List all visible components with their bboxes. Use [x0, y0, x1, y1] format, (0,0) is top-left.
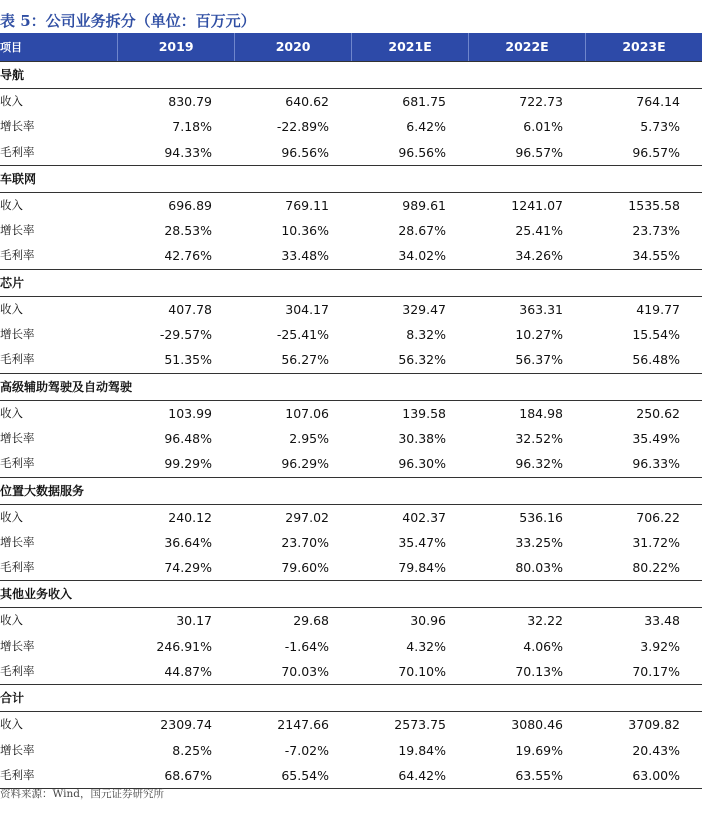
table-cell: 407.78 — [168, 301, 212, 317]
table-row — [0, 712, 702, 737]
table-cell: 94.33% — [164, 144, 212, 160]
table-cell: 96.48% — [164, 430, 212, 446]
table-cell: 297.02 — [285, 509, 329, 525]
table-row — [0, 243, 702, 268]
table-row — [0, 763, 702, 788]
table-cell: 70.17% — [632, 664, 680, 680]
table-cell: 23.73% — [632, 223, 680, 239]
row-label: 收入 — [0, 197, 23, 212]
table-cell: 706.22 — [636, 509, 680, 525]
table-row — [0, 451, 702, 476]
table-cell: -22.89% — [276, 119, 329, 135]
table-cell: 23.70% — [281, 534, 329, 550]
table-row — [0, 401, 702, 426]
table-row — [0, 297, 702, 322]
table-cell: 33.25% — [515, 534, 563, 550]
header-year: 2019 — [117, 33, 234, 61]
table-cell: 4.32% — [406, 638, 446, 654]
table-row — [0, 114, 702, 139]
row-label: 增长率 — [0, 223, 35, 238]
section-title: 导航 — [0, 62, 702, 89]
table-cell: 240.12 — [168, 509, 212, 525]
table-cell: 63.00% — [632, 767, 680, 783]
row-label: 毛利率 — [0, 248, 35, 263]
table-section — [0, 165, 702, 269]
table-section — [0, 684, 702, 788]
table-cell: 56.48% — [632, 352, 680, 368]
table-cell: 31.72% — [632, 534, 680, 550]
table-cell: 96.32% — [515, 456, 563, 472]
table-cell: 99.29% — [164, 456, 212, 472]
table-row — [0, 193, 702, 218]
row-label: 收入 — [0, 613, 23, 628]
table-cell: 96.57% — [632, 144, 680, 160]
table-cell: 70.03% — [281, 664, 329, 680]
table-cell: 3080.46 — [511, 717, 563, 733]
table-cell: 36.64% — [164, 534, 212, 550]
table-cell: 363.31 — [519, 301, 563, 317]
row-label: 增长率 — [0, 327, 35, 342]
table-cell: 30.17 — [176, 613, 212, 629]
row-label: 增长率 — [0, 534, 35, 549]
row-label: 增长率 — [0, 430, 35, 445]
table-cell: 64.42% — [398, 767, 446, 783]
table-cell: 96.56% — [398, 144, 446, 160]
table-section — [0, 477, 702, 581]
table-cell: 8.32% — [406, 327, 446, 343]
table-cell: 10.27% — [515, 327, 563, 343]
table-header — [0, 33, 702, 61]
table-cell: -1.64% — [284, 638, 329, 654]
row-label: 增长率 — [0, 638, 35, 653]
row-label: 毛利率 — [0, 352, 35, 367]
table-cell: 329.47 — [402, 301, 446, 317]
table-cell: 19.69% — [515, 742, 563, 758]
table-cell: 15.54% — [632, 327, 680, 343]
table-row — [0, 738, 702, 763]
table-cell: 246.91% — [156, 638, 212, 654]
business-breakdown-table — [0, 33, 702, 789]
table-cell: 764.14 — [636, 94, 680, 109]
table-row — [0, 322, 702, 347]
table-cell: 25.41% — [515, 223, 563, 239]
header-item-label: 项目 — [0, 41, 22, 54]
table-cell: 139.58 — [402, 405, 446, 421]
table-cell: 304.17 — [285, 301, 329, 317]
row-label: 收入 — [0, 405, 23, 420]
table-cell: 34.55% — [632, 248, 680, 264]
row-label: 毛利率 — [0, 767, 35, 782]
row-label: 收入 — [0, 301, 23, 316]
row-label: 毛利率 — [0, 456, 35, 471]
table-cell: 1241.07 — [511, 197, 563, 213]
table-cell: 34.02% — [398, 248, 446, 264]
section-title: 合计 — [0, 685, 702, 712]
table-cell: 80.22% — [632, 560, 680, 576]
table-row — [0, 505, 702, 530]
header-year: 2020 — [234, 33, 351, 61]
table-cell: 42.76% — [164, 248, 212, 264]
table-row — [0, 89, 702, 114]
table-cell: 30.38% — [398, 430, 446, 446]
table-row — [0, 347, 702, 372]
table-cell: 35.49% — [632, 430, 680, 446]
row-label: 毛利率 — [0, 144, 35, 159]
table-cell: 32.22 — [527, 613, 563, 629]
table-cell: 63.55% — [515, 767, 563, 783]
section-title: 位置大数据服务 — [0, 478, 702, 505]
table-title: 表 5：公司业务拆分（单位：百万元） — [0, 12, 256, 30]
table-cell: 830.79 — [168, 94, 212, 109]
row-label: 毛利率 — [0, 560, 35, 575]
table-cell: 20.43% — [632, 742, 680, 758]
table-cell: 96.30% — [398, 456, 446, 472]
table-cell: 640.62 — [285, 94, 329, 109]
table-cell: 56.37% — [515, 352, 563, 368]
table-cell: 3.92% — [640, 638, 680, 654]
table-cell: 28.67% — [398, 223, 446, 239]
section-title: 芯片 — [0, 270, 702, 297]
table-cell: 2309.74 — [160, 717, 212, 733]
table-cell: 74.29% — [164, 560, 212, 576]
table-row — [0, 608, 702, 633]
table-cell: 2573.75 — [394, 717, 446, 733]
table-cell: 79.84% — [398, 560, 446, 576]
row-label: 毛利率 — [0, 664, 35, 679]
table-cell: 1535.58 — [628, 197, 680, 213]
table-cell: 107.06 — [285, 405, 329, 421]
table-row — [0, 530, 702, 555]
source-note: 资料来源：Wind，国元证券研究所 — [0, 788, 164, 800]
table-cell: 79.60% — [281, 560, 329, 576]
table-row — [0, 426, 702, 451]
section-title: 高级辅助驾驶及自动驾驶 — [0, 374, 702, 401]
table-cell: 989.61 — [402, 197, 446, 213]
table-row — [0, 659, 702, 684]
header-year: 2021E — [351, 33, 468, 61]
table-cell: 32.52% — [515, 430, 563, 446]
table-cell: 96.29% — [281, 456, 329, 472]
header-year: 2022E — [468, 33, 585, 61]
table-cell: 33.48% — [281, 248, 329, 264]
table-cell: 44.87% — [164, 664, 212, 680]
table-section — [0, 269, 702, 373]
table-cell: 4.06% — [523, 638, 563, 654]
section-title: 车联网 — [0, 166, 702, 193]
row-label: 收入 — [0, 717, 23, 732]
row-label: 增长率 — [0, 742, 35, 757]
table-cell: 56.27% — [281, 352, 329, 368]
row-label: 收入 — [0, 94, 23, 108]
table-cell: -7.02% — [284, 742, 329, 758]
table-cell: 96.57% — [515, 144, 563, 160]
table-body — [0, 61, 702, 789]
table-cell: 70.10% — [398, 664, 446, 680]
table-cell: 696.89 — [168, 197, 212, 213]
table-cell: 722.73 — [519, 94, 563, 109]
table-cell: 402.37 — [402, 509, 446, 525]
table-cell: 28.53% — [164, 223, 212, 239]
table-cell: 8.25% — [172, 742, 212, 758]
table-cell: 5.73% — [640, 119, 680, 135]
row-label: 收入 — [0, 509, 23, 524]
table-section — [0, 61, 702, 165]
table-cell: 2147.66 — [277, 717, 329, 733]
table-cell: 7.18% — [172, 119, 212, 135]
table-cell: 769.11 — [285, 197, 329, 213]
table-cell: 3709.82 — [628, 717, 680, 733]
table-cell: 184.98 — [519, 405, 563, 421]
table-cell: 6.01% — [523, 119, 563, 135]
table-row — [0, 140, 702, 165]
table-cell: 19.84% — [398, 742, 446, 758]
table-cell: 10.36% — [281, 223, 329, 239]
table-cell: 103.99 — [168, 405, 212, 421]
table-cell: 33.48 — [644, 613, 680, 629]
section-title: 其他业务收入 — [0, 581, 702, 608]
table-cell: 34.26% — [515, 248, 563, 264]
table-cell: 70.13% — [515, 664, 563, 680]
table-section — [0, 373, 702, 477]
table-cell: 250.62 — [636, 405, 680, 421]
table-cell: 51.35% — [164, 352, 212, 368]
table-cell: -29.57% — [159, 327, 212, 343]
table-row — [0, 634, 702, 659]
table-cell: 681.75 — [402, 94, 446, 109]
table-cell: 35.47% — [398, 534, 446, 550]
table-cell: 419.77 — [636, 301, 680, 317]
table-cell: 29.68 — [293, 613, 329, 629]
table-cell: 96.33% — [632, 456, 680, 472]
table-section — [0, 580, 702, 684]
table-cell: 96.56% — [281, 144, 329, 160]
table-cell: 6.42% — [406, 119, 446, 135]
header-year: 2023E — [585, 33, 702, 61]
table-cell: 65.54% — [281, 767, 329, 783]
table-cell: 68.67% — [164, 767, 212, 783]
table-cell: 536.16 — [519, 509, 563, 525]
table-cell: -25.41% — [276, 327, 329, 343]
table-cell: 56.32% — [398, 352, 446, 368]
table-row — [0, 555, 702, 580]
table-cell: 30.96 — [410, 613, 446, 629]
row-label: 增长率 — [0, 119, 35, 134]
table-cell: 2.95% — [289, 430, 329, 446]
table-cell: 80.03% — [515, 560, 563, 576]
table-row — [0, 218, 702, 243]
